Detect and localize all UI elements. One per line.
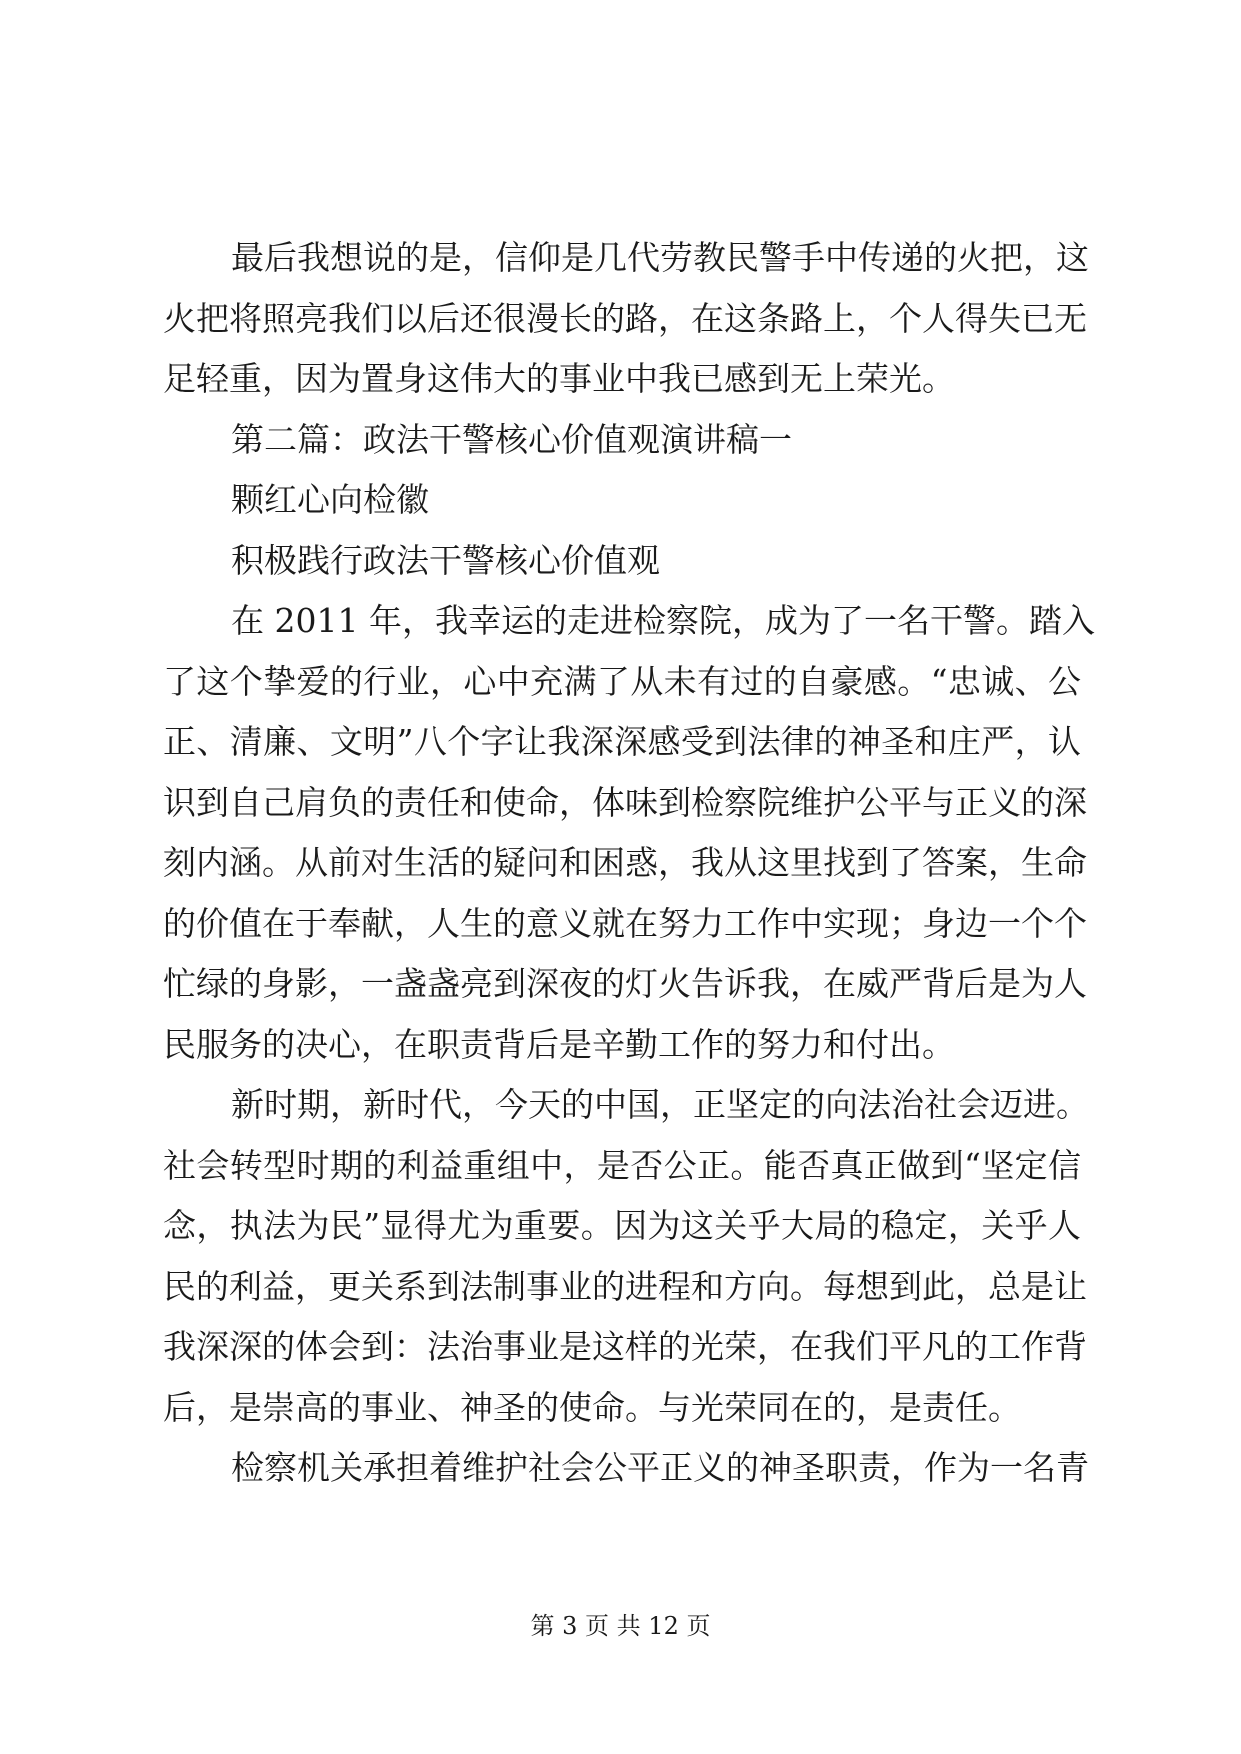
page-number: 第 3 页 共 12 页 (530, 1612, 711, 1640)
subtitle (163, 531, 1081, 592)
text-line: 我深深的体会到：法治事业是这样的光荣，在我们平凡的工作背 (163, 1327, 1087, 1366)
subtitle-line: 积极践行政法干警核心价值观 (231, 540, 660, 580)
text-line: 的价值在于奉献，人生的意义就在努力工作中实现；身边一个个 (163, 903, 1087, 943)
text-line: 最后我想说的是，信仰是几代劳教民警手中传递的火把，这 (231, 238, 1089, 277)
text-line: 民服务的决心，在职责背后是辛勤工作的努力和付出。 (163, 1024, 955, 1064)
text-line: 念，执法为民”显得尤为重要。因为这关乎大局的稳定，关乎人 (163, 1206, 1081, 1245)
paragraph (163, 591, 1095, 1075)
text-line: 正、清廉、文明”八个字让我深深感受到法律的神圣和庄严，认 (163, 722, 1081, 761)
text-line: 火把将照亮我们以后还很漫长的路，在这条路上，个人得失已无 (163, 298, 1087, 338)
subtitle (163, 470, 1081, 531)
heading-line: 第二篇：政法干警核心价值观演讲稿一 (231, 419, 792, 459)
text-line: 足轻重，因为置身这伟大的事业中我已感到无上荣光。 (163, 359, 955, 398)
text-line: 民的利益，更关系到法制事业的进程和方向。每想到此，总是让 (163, 1266, 1087, 1306)
text-line: 识到自己肩负的责任和使命，体味到检察院维护公平与正义的深 (163, 782, 1087, 822)
section-heading (163, 410, 1081, 471)
text-line: 后，是崇高的事业、神圣的使命。与光荣同在的，是责任。 (163, 1387, 1021, 1427)
paragraph (163, 228, 1089, 410)
text-line: 刻内涵。从前对生活的疑问和困惑，我从这里找到了答案，生命 (163, 843, 1087, 882)
paragraph (163, 1438, 1089, 1499)
text-line: 了这个挚爱的行业，心中充满了从未有过的自豪感。“忠诚、公 (163, 661, 1081, 701)
text-line: 新时期，新时代，今天的中国，正坚定的向法治社会迈进。 (231, 1085, 1089, 1124)
page-footer (0, 1611, 1241, 1641)
document-body (163, 228, 1095, 1499)
text-line: 社会转型时期的利益重组中，是否公正。能否真正做到“坚定信 (163, 1145, 1081, 1185)
text-line: 在 2011 年，我幸运的走进检察院，成为了一名干警。踏入 (231, 601, 1095, 640)
text-line: 忙绿的身影，一盏盏亮到深夜的灯火告诉我，在威严背后是为人 (163, 964, 1087, 1003)
subtitle-line: 颗红心向检徽 (231, 480, 429, 519)
text-line: 检察机关承担着维护社会公平正义的神圣职责，作为一名青 (231, 1448, 1089, 1487)
paragraph (163, 1075, 1089, 1438)
